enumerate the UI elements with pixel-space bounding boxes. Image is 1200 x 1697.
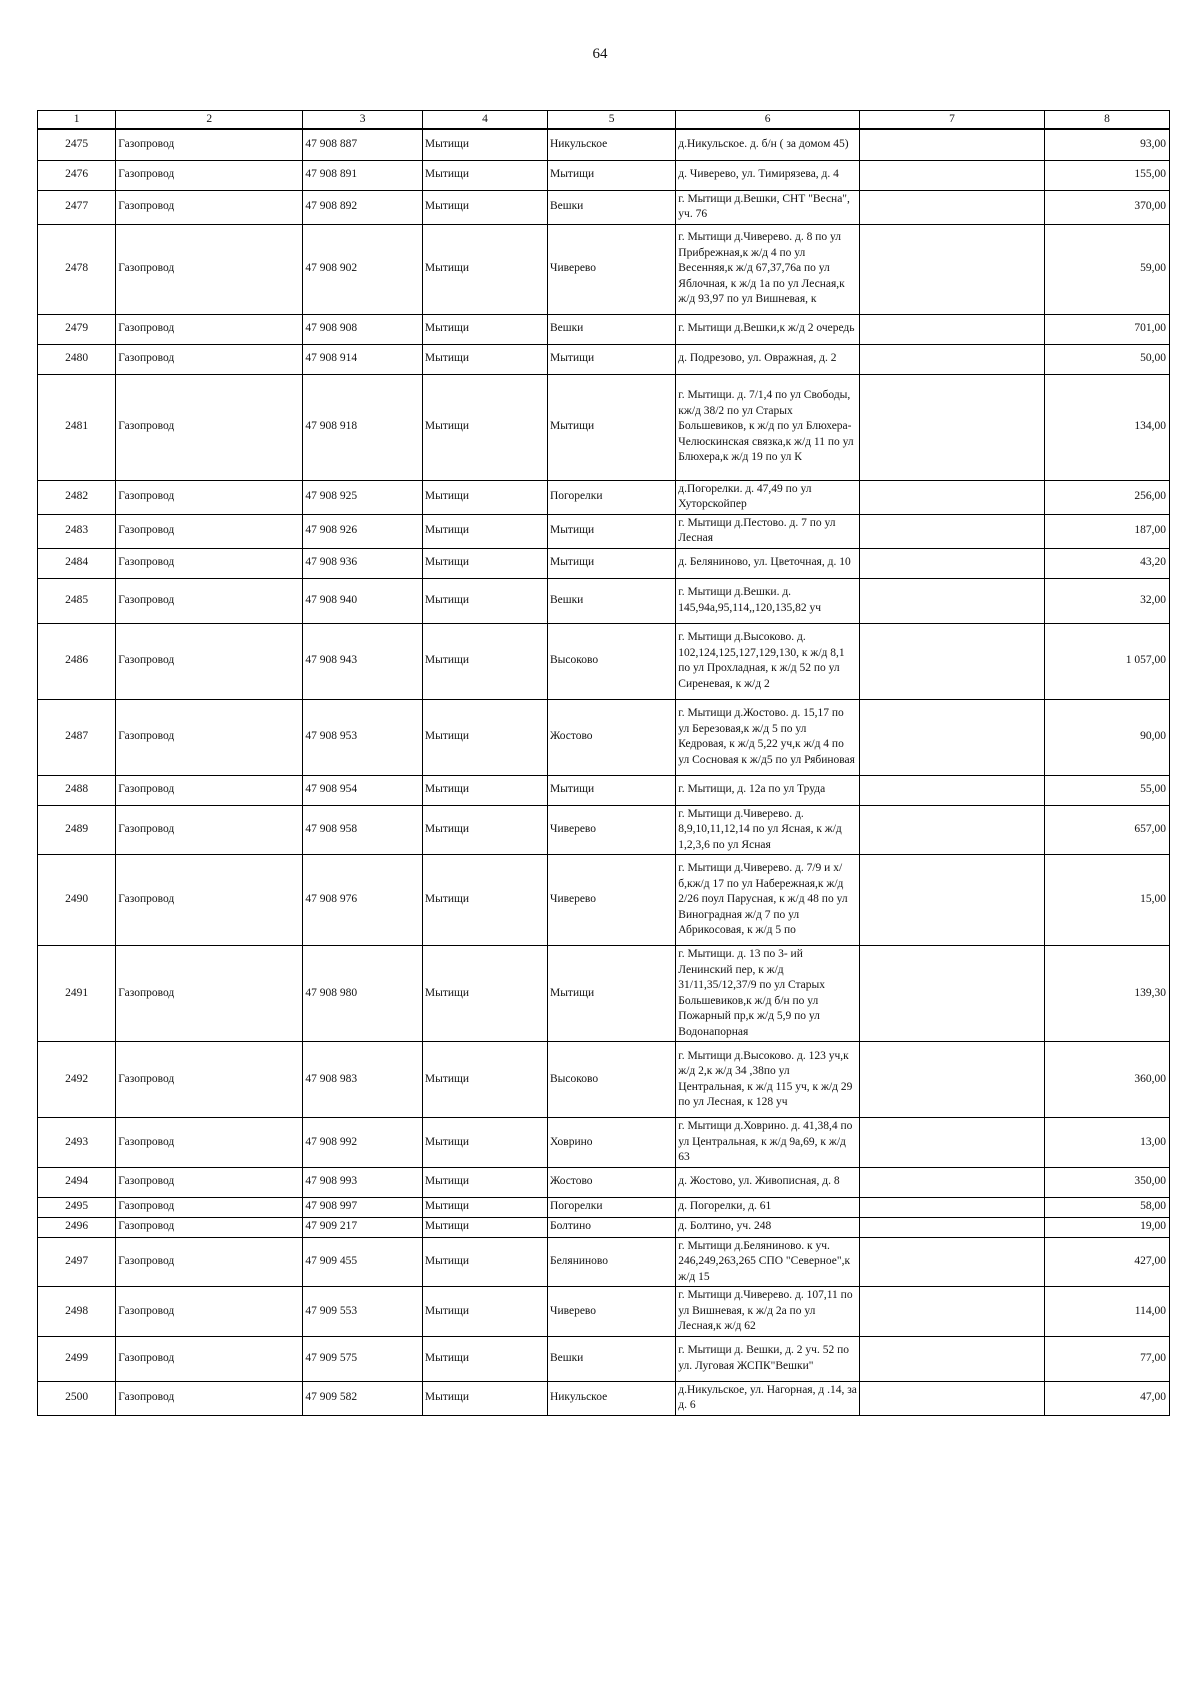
address: г. Мытищи д.Чиверево. д. 107,11 по ул Вишневая, к ж/д 2а по ул Лесная,к ж/д 62 (676, 1287, 860, 1337)
address: д.Никульское. д. б/н ( за домом 45) (676, 129, 860, 160)
object-type: Газопровод (116, 480, 303, 514)
row-number: 2493 (38, 1118, 116, 1168)
object-code: 47 908 983 (303, 1042, 423, 1118)
column-7-cell (860, 855, 1045, 946)
object-code: 47 908 940 (303, 578, 423, 623)
locality: Мытищи (547, 344, 675, 374)
locality: Вешки (547, 314, 675, 344)
object-code: 47 908 936 (303, 548, 423, 578)
table-row (38, 1167, 1170, 1197)
length-value: 155,00 (1044, 160, 1169, 190)
table-row (38, 946, 1170, 1042)
locality: Беляниново (547, 1237, 675, 1287)
row-number: 2487 (38, 699, 116, 775)
length-value: 19,00 (1044, 1217, 1169, 1237)
row-number: 2489 (38, 805, 116, 855)
district: Мытищи (422, 578, 547, 623)
locality: Мытищи (547, 374, 675, 480)
column-7-cell (860, 1118, 1045, 1168)
object-code: 47 909 553 (303, 1287, 423, 1337)
address: д. Болтино, уч. 248 (676, 1217, 860, 1237)
column-7-cell (860, 160, 1045, 190)
table-body (38, 129, 1170, 1415)
row-number: 2496 (38, 1217, 116, 1237)
length-value: 256,00 (1044, 480, 1169, 514)
address: г. Мытищи, д. 12а по ул Труда (676, 775, 860, 805)
address: г. Мытищи д.Высоково. д. 102,124,125,127,129,130, к ж/д 8,1 по ул Прохладная, к ж/д 52 по ул Сиреневая, к ж/д 2 (676, 623, 860, 699)
district: Мытищи (422, 855, 547, 946)
locality: Вешки (547, 190, 675, 224)
length-value: 13,00 (1044, 1118, 1169, 1168)
row-number: 2485 (38, 578, 116, 623)
district: Мытищи (422, 805, 547, 855)
locality: Вешки (547, 578, 675, 623)
object-type: Газопровод (116, 224, 303, 314)
object-type: Газопровод (116, 699, 303, 775)
object-type: Газопровод (116, 344, 303, 374)
row-number: 2488 (38, 775, 116, 805)
address: г. Мытищи д.Ховрино. д. 41,38,4 по ул Центральная, к ж/д 9а,69, к ж/д 63 (676, 1118, 860, 1168)
district: Мытищи (422, 699, 547, 775)
table-row (38, 1042, 1170, 1118)
length-value: 114,00 (1044, 1287, 1169, 1337)
locality: Никульское (547, 1381, 675, 1415)
column-header: 2 (116, 111, 303, 130)
length-value: 427,00 (1044, 1237, 1169, 1287)
address: г. Мытищи д.Вешки. д. 145,94а,95,114,,120,135,82 уч (676, 578, 860, 623)
locality: Мытищи (547, 946, 675, 1042)
address: д. Беляниново, ул. Цветочная, д. 10 (676, 548, 860, 578)
length-value: 187,00 (1044, 514, 1169, 548)
column-7-cell (860, 374, 1045, 480)
length-value: 134,00 (1044, 374, 1169, 480)
object-code: 47 908 958 (303, 805, 423, 855)
district: Мытищи (422, 190, 547, 224)
length-value: 657,00 (1044, 805, 1169, 855)
table-row (38, 805, 1170, 855)
column-7-cell (860, 1197, 1045, 1217)
district: Мытищи (422, 374, 547, 480)
object-code: 47 908 993 (303, 1167, 423, 1197)
locality: Никульское (547, 129, 675, 160)
address: г. Мытищи д. Вешки, д. 2 уч. 52 по ул. Луговая ЖСПК"Вешки" (676, 1336, 860, 1381)
table-row (38, 623, 1170, 699)
column-7-cell (860, 190, 1045, 224)
column-7-cell (860, 480, 1045, 514)
district: Мытищи (422, 314, 547, 344)
object-code: 47 908 997 (303, 1197, 423, 1217)
address: г. Мытищи д.Вешки, СНТ "Весна", уч. 76 (676, 190, 860, 224)
locality: Мытищи (547, 514, 675, 548)
row-number: 2494 (38, 1167, 116, 1197)
row-number: 2484 (38, 548, 116, 578)
table-row (38, 1287, 1170, 1337)
locality: Мытищи (547, 160, 675, 190)
object-code: 47 908 943 (303, 623, 423, 699)
district: Мытищи (422, 480, 547, 514)
column-7-cell (860, 129, 1045, 160)
locality: Чиверево (547, 805, 675, 855)
table-row (38, 160, 1170, 190)
column-7-cell (860, 805, 1045, 855)
row-number: 2491 (38, 946, 116, 1042)
row-number: 2476 (38, 160, 116, 190)
column-7-cell (860, 1217, 1045, 1237)
object-code: 47 908 887 (303, 129, 423, 160)
object-type: Газопровод (116, 374, 303, 480)
locality: Болтино (547, 1217, 675, 1237)
row-number: 2498 (38, 1287, 116, 1337)
locality: Высоково (547, 1042, 675, 1118)
column-header: 8 (1044, 111, 1169, 130)
locality: Ховрино (547, 1118, 675, 1168)
row-number: 2479 (38, 314, 116, 344)
column-7-cell (860, 514, 1045, 548)
district: Мытищи (422, 548, 547, 578)
table-row (38, 514, 1170, 548)
address: г. Мытищи. д. 7/1,4 по ул Свободы, кж/д 38/2 по ул Старых Большевиков, к ж/д по ул Блюхера-Челюскинская связка,к ж/д 11 по ул Блюхера,к ж/д 19 по ул К (676, 374, 860, 480)
locality: Жостово (547, 699, 675, 775)
object-code: 47 909 582 (303, 1381, 423, 1415)
object-type: Газопровод (116, 160, 303, 190)
locality: Мытищи (547, 548, 675, 578)
length-value: 43,20 (1044, 548, 1169, 578)
object-type: Газопровод (116, 1336, 303, 1381)
column-7-cell (860, 314, 1045, 344)
object-code: 47 908 891 (303, 160, 423, 190)
page-number: 64 (592, 46, 608, 62)
object-code: 47 908 914 (303, 344, 423, 374)
object-type: Газопровод (116, 314, 303, 344)
column-header: 4 (422, 111, 547, 130)
locality: Чиверево (547, 224, 675, 314)
table-row (38, 224, 1170, 314)
length-value: 701,00 (1044, 314, 1169, 344)
column-header: 7 (860, 111, 1045, 130)
table-row (38, 1336, 1170, 1381)
district: Мытищи (422, 1336, 547, 1381)
row-number: 2478 (38, 224, 116, 314)
address: г. Мытищи д.Беляниново. к уч. 246,249,263,265 СПО "Северное",к ж/д 15 (676, 1237, 860, 1287)
address: г. Мытищи д.Вешки,к ж/д 2 очередь (676, 314, 860, 344)
length-value: 90,00 (1044, 699, 1169, 775)
address: г. Мытищи. д. 13 по 3- ий Ленинский пер, к ж/д 31/11,35/12,37/9 по ул Старых Большевиков,к ж/д б/н по ул Пожарный пр,к ж/д 5,9 по ул Водонапорная (676, 946, 860, 1042)
object-type: Газопровод (116, 946, 303, 1042)
object-code: 47 908 892 (303, 190, 423, 224)
locality: Высоково (547, 623, 675, 699)
object-code: 47 909 575 (303, 1336, 423, 1381)
table-row (38, 374, 1170, 480)
row-number: 2475 (38, 129, 116, 160)
row-number: 2490 (38, 855, 116, 946)
length-value: 50,00 (1044, 344, 1169, 374)
column-7-cell (860, 548, 1045, 578)
address: г. Мытищи д.Высоково. д. 123 уч,к ж/д 2,к ж/д 34 ,38по ул Центральная, к ж/д 115 уч, к ж/д 29 по ул Лесная, к 128 уч (676, 1042, 860, 1118)
column-7-cell (860, 1237, 1045, 1287)
district: Мытищи (422, 946, 547, 1042)
object-type: Газопровод (116, 548, 303, 578)
length-value: 58,00 (1044, 1197, 1169, 1217)
length-value: 15,00 (1044, 855, 1169, 946)
object-type: Газопровод (116, 855, 303, 946)
district: Мытищи (422, 514, 547, 548)
length-value: 350,00 (1044, 1167, 1169, 1197)
object-code: 47 908 953 (303, 699, 423, 775)
district: Мытищи (422, 1237, 547, 1287)
table-row (38, 578, 1170, 623)
object-type: Газопровод (116, 1287, 303, 1337)
district: Мытищи (422, 1197, 547, 1217)
column-7-cell (860, 623, 1045, 699)
column-7-cell (860, 1287, 1045, 1337)
length-value: 370,00 (1044, 190, 1169, 224)
object-type: Газопровод (116, 1197, 303, 1217)
table-row (38, 314, 1170, 344)
locality: Жостово (547, 1167, 675, 1197)
address: г. Мытищи д.Жостово. д. 15,17 по ул Березовая,к ж/д 5 по ул Кедровая, к ж/д 5,22 уч,к ж/д 4 по ул Сосновая к ж/д5 по ул Рябиновая (676, 699, 860, 775)
length-value: 93,00 (1044, 129, 1169, 160)
object-type: Газопровод (116, 514, 303, 548)
column-header: 3 (303, 111, 423, 130)
column-7-cell (860, 1381, 1045, 1415)
column-7-cell (860, 578, 1045, 623)
table-header-row (38, 111, 1170, 130)
table-row (38, 1118, 1170, 1168)
row-number: 2495 (38, 1197, 116, 1217)
object-type: Газопровод (116, 1381, 303, 1415)
row-number: 2482 (38, 480, 116, 514)
column-header: 6 (676, 111, 860, 130)
district: Мытищи (422, 1381, 547, 1415)
locality: Погорелки (547, 1197, 675, 1217)
district: Мытищи (422, 623, 547, 699)
table-row (38, 344, 1170, 374)
address: д.Погорелки. д. 47,49 по ул Хуторскойпер (676, 480, 860, 514)
column-7-cell (860, 775, 1045, 805)
district: Мытищи (422, 1118, 547, 1168)
district: Мытищи (422, 1217, 547, 1237)
object-type: Газопровод (116, 190, 303, 224)
district: Мытищи (422, 1042, 547, 1118)
row-number: 2492 (38, 1042, 116, 1118)
address: д. Подрезово, ул. Овражная, д. 2 (676, 344, 860, 374)
row-number: 2500 (38, 1381, 116, 1415)
column-header: 1 (38, 111, 116, 130)
object-code: 47 909 217 (303, 1217, 423, 1237)
table-row (38, 548, 1170, 578)
address: д. Чиверево, ул. Тимирязева, д. 4 (676, 160, 860, 190)
object-code: 47 908 918 (303, 374, 423, 480)
object-type: Газопровод (116, 805, 303, 855)
district: Мытищи (422, 775, 547, 805)
object-code: 47 908 926 (303, 514, 423, 548)
table-row (38, 129, 1170, 160)
locality: Погорелки (547, 480, 675, 514)
object-type: Газопровод (116, 1217, 303, 1237)
row-number: 2481 (38, 374, 116, 480)
object-code: 47 908 976 (303, 855, 423, 946)
table-row (38, 1197, 1170, 1217)
column-header: 5 (547, 111, 675, 130)
address: г. Мытищи д.Пестово. д. 7 по ул Лесная (676, 514, 860, 548)
table-row (38, 775, 1170, 805)
table-row (38, 190, 1170, 224)
object-type: Газопровод (116, 578, 303, 623)
object-code: 47 908 902 (303, 224, 423, 314)
district: Мытищи (422, 1167, 547, 1197)
object-type: Газопровод (116, 1167, 303, 1197)
object-code: 47 909 455 (303, 1237, 423, 1287)
length-value: 77,00 (1044, 1336, 1169, 1381)
table-row (38, 699, 1170, 775)
length-value: 55,00 (1044, 775, 1169, 805)
locality: Чиверево (547, 855, 675, 946)
row-number: 2480 (38, 344, 116, 374)
length-value: 59,00 (1044, 224, 1169, 314)
length-value: 47,00 (1044, 1381, 1169, 1415)
table-row (38, 855, 1170, 946)
length-value: 1 057,00 (1044, 623, 1169, 699)
district: Мытищи (422, 160, 547, 190)
district: Мытищи (422, 224, 547, 314)
registry-table (37, 110, 1170, 1416)
column-7-cell (860, 224, 1045, 314)
object-type: Газопровод (116, 775, 303, 805)
object-code: 47 908 980 (303, 946, 423, 1042)
object-type: Газопровод (116, 1118, 303, 1168)
object-type: Газопровод (116, 623, 303, 699)
length-value: 139,30 (1044, 946, 1169, 1042)
length-value: 32,00 (1044, 578, 1169, 623)
column-7-cell (860, 1336, 1045, 1381)
column-7-cell (860, 1042, 1045, 1118)
district: Мытищи (422, 344, 547, 374)
object-type: Газопровод (116, 1042, 303, 1118)
district: Мытищи (422, 1287, 547, 1337)
object-type: Газопровод (116, 1237, 303, 1287)
district: Мытищи (422, 129, 547, 160)
column-7-cell (860, 946, 1045, 1042)
object-code: 47 908 992 (303, 1118, 423, 1168)
address: д.Никульское, ул. Нагорная, д .14, за д. 6 (676, 1381, 860, 1415)
row-number: 2486 (38, 623, 116, 699)
row-number: 2499 (38, 1336, 116, 1381)
table-row (38, 1237, 1170, 1287)
column-7-cell (860, 1167, 1045, 1197)
address: г. Мытищи д.Чиверево. д. 8,9,10,11,12,14 по ул Ясная, к ж/д 1,2,3,6 по ул Ясная (676, 805, 860, 855)
address: д. Погорелки, д. 61 (676, 1197, 860, 1217)
table-row (38, 1381, 1170, 1415)
locality: Вешки (547, 1336, 675, 1381)
locality: Чиверево (547, 1287, 675, 1337)
column-7-cell (860, 344, 1045, 374)
column-7-cell (860, 699, 1045, 775)
table-row (38, 480, 1170, 514)
table-row (38, 1217, 1170, 1237)
object-code: 47 908 925 (303, 480, 423, 514)
address: г. Мытищи д.Чиверево. д. 7/9 и х/б,кж/д 17 по ул Набережная,к ж/д 2/26 поул Парусная, к ж/д 48 по ул Виноградная ж/д 7 по ул Абрикосовая, к ж/д 5 по (676, 855, 860, 946)
length-value: 360,00 (1044, 1042, 1169, 1118)
row-number: 2477 (38, 190, 116, 224)
address: г. Мытищи д.Чиверево. д. 8 по ул Прибрежная,к ж/д 4 по ул Весенняя,к ж/д 67,37,76а по ул Яблочная, к ж/д 1а по ул Лесная,к ж/д 93,97 по ул Вишневая, к (676, 224, 860, 314)
object-type: Газопровод (116, 129, 303, 160)
locality: Мытищи (547, 775, 675, 805)
row-number: 2483 (38, 514, 116, 548)
row-number: 2497 (38, 1237, 116, 1287)
object-code: 47 908 954 (303, 775, 423, 805)
address: д. Жостово, ул. Живописная, д. 8 (676, 1167, 860, 1197)
object-code: 47 908 908 (303, 314, 423, 344)
